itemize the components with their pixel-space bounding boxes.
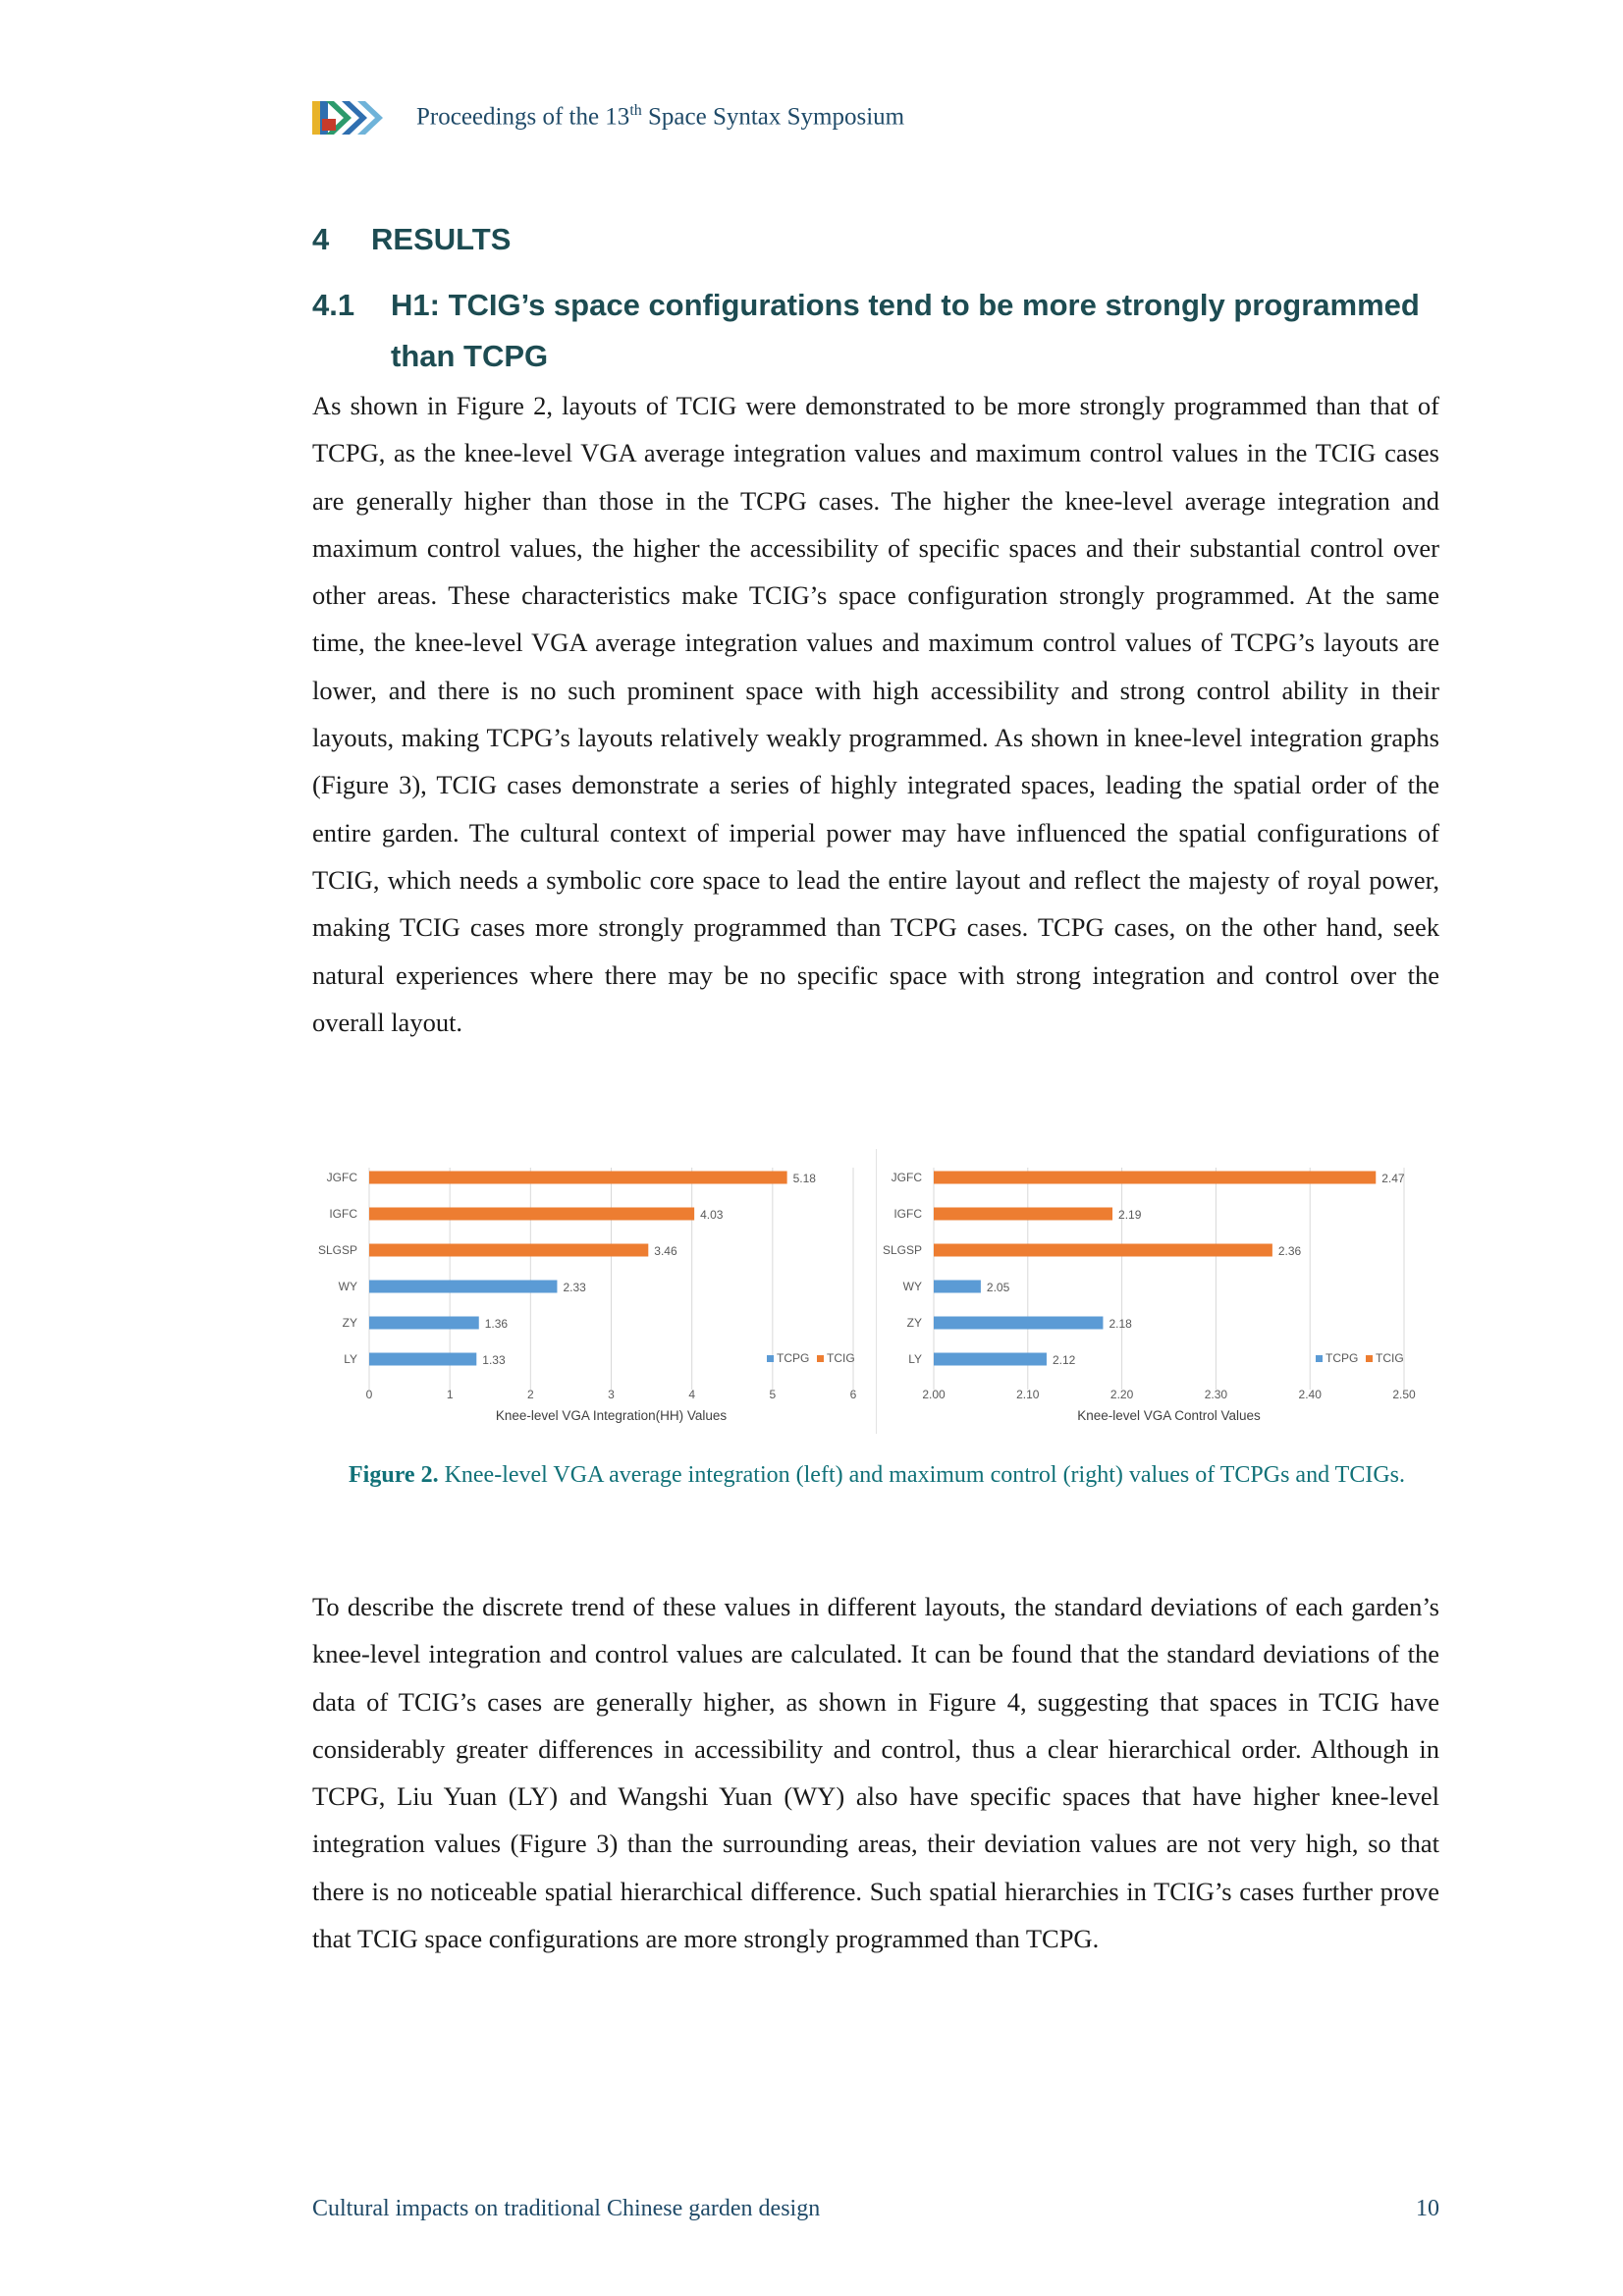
bar [369, 1353, 476, 1366]
page-header [312, 92, 904, 141]
x-tick-label: 0 [365, 1388, 373, 1401]
bar [934, 1172, 1376, 1184]
data-label: 2.33 [563, 1281, 586, 1294]
bar [934, 1244, 1272, 1257]
x-axis-title: Knee-level VGA Control Values [1077, 1408, 1261, 1423]
legend-label: TCIG [827, 1351, 855, 1365]
footer-title: Cultural impacts on traditional Chinese garden design [312, 2196, 821, 2221]
caption-text: Knee-level VGA average integration (left) and maximum control (right) values of TCPGs and TCIGs. [438, 1462, 1405, 1488]
page-number: 10 [1416, 2196, 1439, 2221]
paragraph-1: As shown in Figure 2, layouts of TCIG were demonstrated to be more strongly programmed than that of TCPG, as the knee-level VGA average integration values and maximum control values in the TCIG cases are generally higher than those in the TCPG cases. The higher the knee-level average integration and maximum control values, the higher the accessibility of specific spaces and their substantial control over other areas. These characteristics make TCIG’s space configuration strongly programmed. At the same time, the knee-level VGA average integration values and maximum control values of TCPG’s layouts are lower, and there is no such prominent space with high accessibility and strong control ability in their layouts, making TCPG’s layouts relatively weakly programmed. As shown in knee-level integration graphs (Figure 3), TCIG cases demonstrate a series of highly integrated spaces, leading the spatial order of the entire garden. The cultural context of imperial power may have influenced the spatial configurations of TCIG, which needs a symbolic core space to lead the entire layout and reflect the majesty of royal power, making TCIG cases more strongly programmed than TCPG cases. TCPG cases, on the other hand, seek natural experiences where there may be no specific space with strong integration and control over the overall layout. [312, 391, 1439, 1037]
bar [934, 1208, 1112, 1221]
category-label: LY [908, 1352, 922, 1366]
legend-swatch [1366, 1355, 1373, 1362]
x-tick-label: 2.00 [922, 1388, 946, 1401]
control-bar-chart [882, 1141, 1441, 1444]
data-label: 2.19 [1118, 1208, 1142, 1222]
category-label: WY [338, 1280, 357, 1293]
data-label: 2.47 [1381, 1172, 1405, 1185]
bar [369, 1317, 479, 1330]
section-title: RESULTS [371, 222, 512, 256]
figure-2 [312, 1141, 1441, 1444]
category-label: SLGSP [317, 1243, 357, 1257]
category-label: JGFC [326, 1171, 357, 1184]
caption-label: Figure 2. [349, 1462, 439, 1488]
bar [934, 1353, 1047, 1366]
x-tick-label: 4 [688, 1388, 696, 1401]
subsection-heading [312, 280, 1441, 382]
category-label: WY [902, 1280, 922, 1293]
figure-caption [312, 1460, 1441, 1490]
x-tick-label: 3 [608, 1388, 615, 1401]
category-label: ZY [906, 1316, 922, 1330]
header-title: Proceedings of the 13th Space Syntax Symposium [416, 102, 905, 131]
data-label: 2.36 [1277, 1244, 1302, 1258]
data-label: 2.18 [1109, 1317, 1132, 1331]
x-tick-label: 2.40 [1298, 1388, 1322, 1401]
legend-label: TCPG [777, 1351, 810, 1365]
section-heading [312, 222, 511, 257]
x-tick-label: 2 [526, 1388, 534, 1401]
legend-label: TCIG [1376, 1351, 1404, 1365]
bar [369, 1172, 787, 1184]
legend-swatch [1316, 1355, 1323, 1362]
category-label: ZY [342, 1316, 357, 1330]
category-label: SLGSP [882, 1243, 922, 1257]
data-label: 5.18 [792, 1172, 816, 1185]
x-tick-label: 2.10 [1016, 1388, 1040, 1401]
category-label: IGFC [893, 1207, 922, 1221]
category-label: LY [344, 1352, 357, 1366]
x-tick-label: 1 [446, 1388, 454, 1401]
symposium-logo [312, 95, 391, 138]
data-label: 1.33 [482, 1353, 506, 1367]
x-tick-label: 2.20 [1109, 1388, 1134, 1401]
x-tick-label: 6 [849, 1388, 857, 1401]
legend-swatch [817, 1355, 824, 1362]
figure-divider [876, 1149, 877, 1434]
x-tick-label: 2.30 [1204, 1388, 1228, 1401]
data-label: 2.05 [986, 1281, 1010, 1294]
legend-swatch [767, 1355, 774, 1362]
x-tick-label: 2.50 [1392, 1388, 1416, 1401]
data-label: 1.36 [484, 1317, 509, 1331]
integration-bar-chart [312, 1141, 872, 1444]
category-label: IGFC [329, 1207, 357, 1221]
x-axis-title: Knee-level VGA Integration(HH) Values [495, 1408, 728, 1423]
bar [369, 1208, 694, 1221]
data-label: 2.12 [1052, 1353, 1076, 1367]
subsection-title: H1: TCIG’s space configurations tend to be more strongly programmed than TCPG [391, 288, 1420, 373]
legend-label: TCPG [1325, 1351, 1359, 1365]
bar [369, 1281, 557, 1293]
category-label: JGFC [891, 1171, 922, 1184]
x-tick-label: 5 [769, 1388, 777, 1401]
section-number: 4 [312, 222, 330, 256]
data-label: 3.46 [654, 1244, 677, 1258]
bar [934, 1317, 1103, 1330]
bar [934, 1281, 981, 1293]
data-label: 4.03 [700, 1208, 724, 1222]
subsection-number: 4.1 [312, 288, 355, 322]
bar [369, 1244, 648, 1257]
paragraph-2: To describe the discrete trend of these values in different layouts, the standard deviations of each garden’s knee-level integration and control values are calculated. It can be found that the standard deviations of the data of TCIG’s cases are generally higher, as shown in Figure 4, suggesting that spaces in TCIG have considerably greater differences in accessibility and control, thus a clear hierarchical order. Although in TCPG, Liu Yuan (LY) and Wangshi Yuan (WY) also have specific spaces that have higher knee-level integration values (Figure 3) than the surrounding areas, their deviation values are not very high, so that there is no noticeable spatial hierarchical difference. Such spatial hierarchies in TCIG’s cases further prove that TCIG space configurations are more strongly programmed than TCPG. [312, 1592, 1439, 1954]
